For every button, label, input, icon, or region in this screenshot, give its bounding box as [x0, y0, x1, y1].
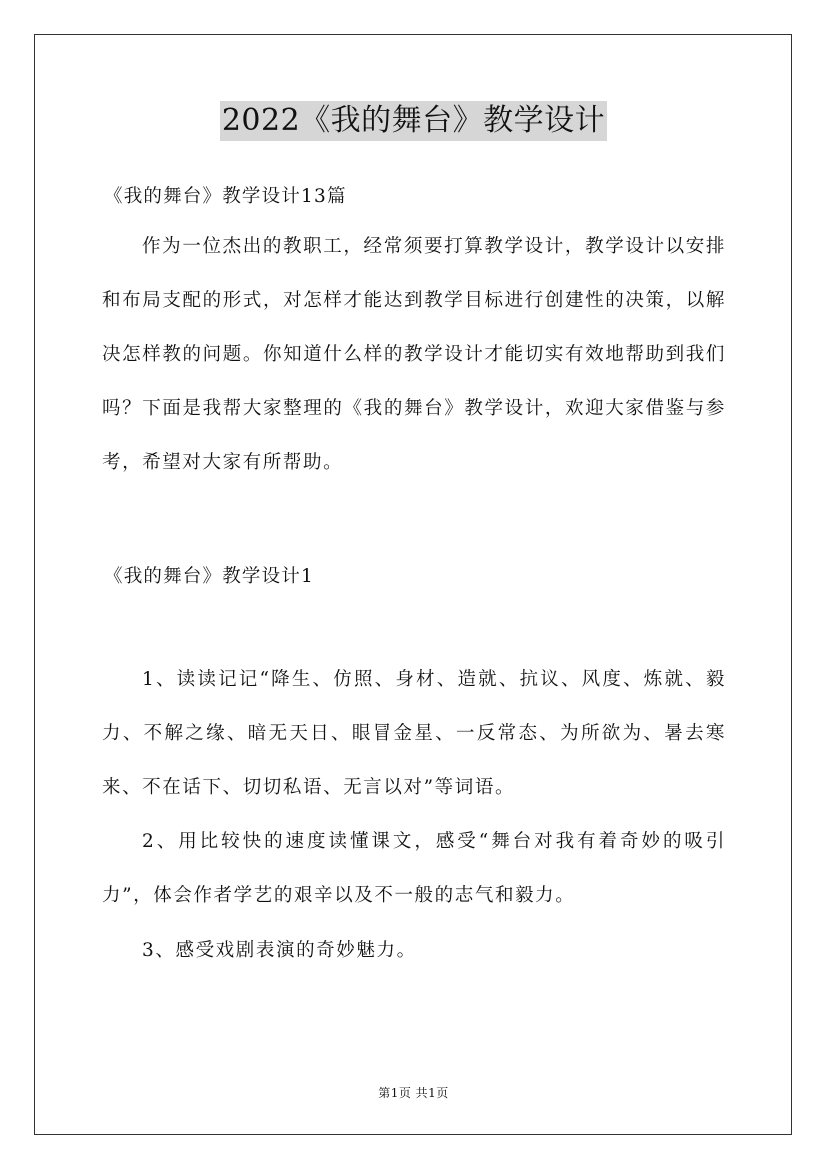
section-heading: 《我的舞台》教学设计1 — [104, 566, 314, 587]
item-text: 1、读读记记“降生、仿照、身材、造就、抗议、风度、炼就、毅力、不解之缘、暗无天日、眼冒金星、一反常态、为所欲为、暑去寒来、不在话下、切切私语、无言以对”等词语。 — [102, 669, 726, 798]
document-subtitle: 《我的舞台》教学设计13篇 — [104, 186, 347, 207]
item-text: 3、感受戏剧表演的奇妙魅力。 — [142, 940, 417, 961]
list-item — [102, 924, 726, 978]
document-title: 2022《我的舞台》教学设计 — [220, 101, 607, 141]
item-text: 2、用比较快的速度读懂课文，感受“舞台对我有着奇妙的吸引力”，体会作者学艺的艰辛以及不一般的志气和毅力。 — [102, 831, 726, 906]
list-item — [102, 815, 726, 923]
page-footer: 第1页 共1页 — [378, 1086, 449, 1100]
intro-paragraph — [102, 220, 726, 490]
intro-text: 作为一位杰出的教职工，经常须要打算教学设计，教学设计以安排和布局支配的形式，对怎样才能达到教学目标进行创建性的决策，以解决怎样教的问题。你知道什么样的教学设计才能切实有效地帮助到我们吗？下面是我帮大家整理的《我的舞台》教学设计，欢迎大家借鉴与参考，希望对大家有所帮助。 — [102, 236, 726, 473]
list-item — [102, 653, 726, 815]
title-container — [0, 101, 827, 141]
